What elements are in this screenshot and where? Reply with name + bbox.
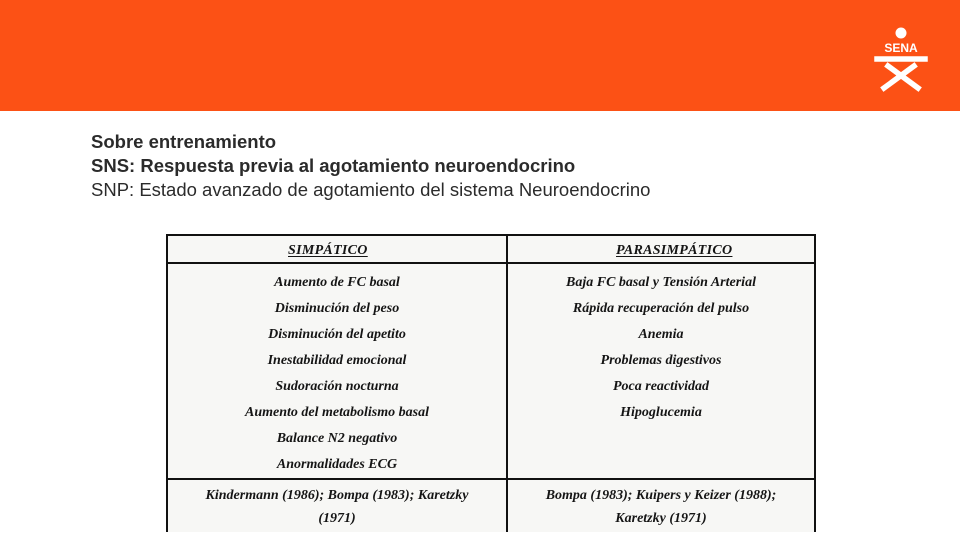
table-top-border: [168, 234, 814, 236]
parasimpatico-list: [508, 270, 814, 426]
intro-text: [91, 130, 911, 202]
refs-simpatico: [168, 484, 506, 530]
ref-line: Kindermann (1986); Bompa (1983); Karetzky: [205, 488, 469, 503]
list-item: Anormalidades ECG: [276, 457, 398, 472]
list-item: Poca reactividad: [612, 379, 710, 394]
ref-line: (1971): [318, 511, 356, 526]
simpatico-list: [168, 270, 506, 478]
ref-line: Karetzky (1971): [615, 511, 707, 526]
header-divider: [168, 262, 814, 264]
list-item: Rápida recuperación del pulso: [572, 301, 750, 316]
list-item: Aumento de FC basal: [274, 275, 400, 290]
comparison-table-image: [166, 234, 816, 532]
sena-logo-icon: [868, 26, 934, 92]
logo-text: SENA: [884, 41, 918, 55]
intro-title: Sobre entrenamiento: [91, 131, 277, 152]
list-item: Aumento del metabolismo basal: [245, 405, 429, 420]
list-item: Sudoración nocturna: [275, 379, 399, 394]
refs-parasimpatico: [508, 484, 814, 530]
intro-snp: SNP: Estado avanzado de agotamiento del sistema Neuroendocrino: [91, 179, 651, 200]
list-item: Baja FC basal y Tensión Arterial: [566, 275, 756, 290]
list-item: Anemia: [638, 327, 684, 342]
list-item: Hipoglucemia: [620, 405, 702, 420]
list-item: Inestabilidad emocional: [267, 353, 407, 368]
header-band: [0, 0, 960, 111]
list-item: Problemas digestivos: [600, 353, 722, 368]
list-item: Balance N2 negativo: [276, 431, 398, 446]
ref-line: Bompa (1983); Kuipers y Keizer (1988);: [545, 488, 777, 503]
intro-sns: SNS: Respuesta previa al agotamiento neuroendocrino: [91, 155, 576, 176]
header-simpatico: SIMPÁTICO: [288, 243, 368, 258]
list-item: Disminución del peso: [274, 301, 400, 316]
header-parasimpatico: PARASIMPÁTICO: [616, 243, 733, 258]
refs-divider: [168, 478, 814, 480]
list-item: Disminución del apetito: [268, 327, 406, 342]
